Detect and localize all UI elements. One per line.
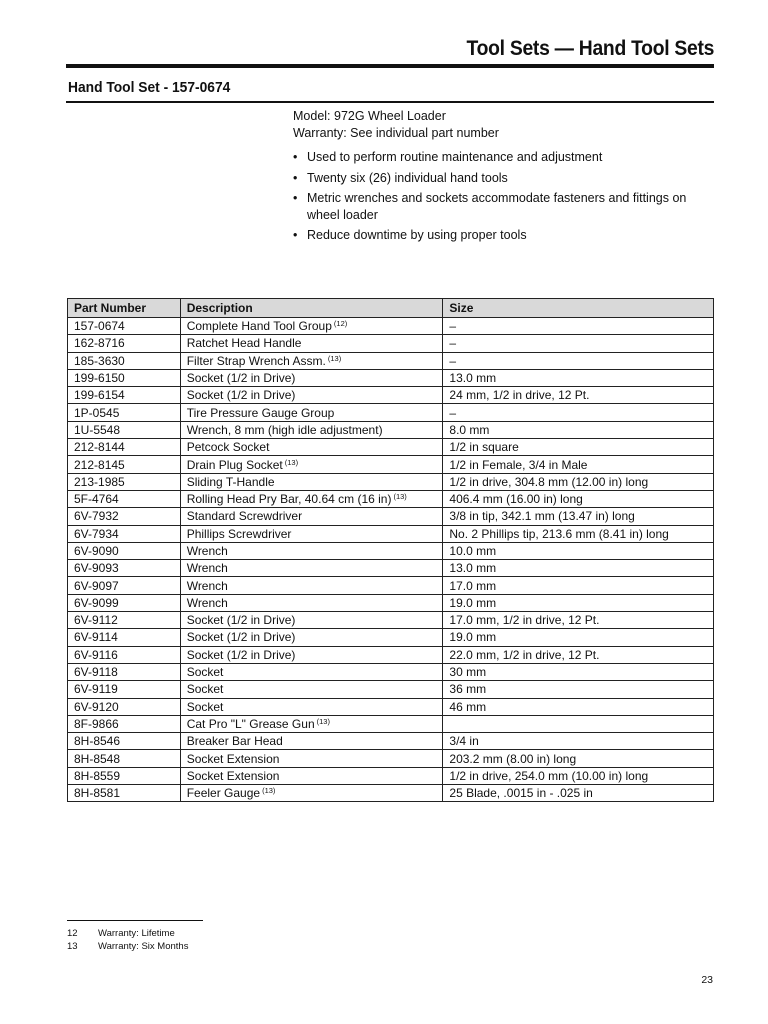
size-cell: 203.2 mm (8.00 in) long (443, 750, 714, 767)
section-title: Hand Tool Set - 157-0674 (68, 79, 231, 96)
description-cell (180, 681, 443, 698)
description-cell (180, 767, 443, 784)
size-cell: 17.0 mm (443, 577, 714, 594)
description-text: Socket (186, 682, 224, 697)
description-cell (180, 560, 443, 577)
size-cell: 1/2 in Female, 3/4 in Male (443, 456, 714, 473)
footnote-item (67, 940, 188, 953)
feature-text: Used to perform routine maintenance and adjustment (307, 150, 603, 164)
title-rule (66, 64, 714, 68)
part-number-cell: 6V-9097 (68, 577, 181, 594)
model-line: Model: 972G Wheel Loader (293, 109, 446, 123)
bullet-dot-icon: • (293, 150, 298, 164)
description-text: Rolling Head Pry Bar, 40.64 cm (16 in) (186, 492, 392, 507)
footnote-marker: (13) (393, 492, 407, 502)
description-text: Wrench (186, 561, 228, 576)
table-row (68, 715, 714, 732)
part-number-cell: 8H-8559 (68, 767, 181, 784)
header-part-number: Part Number (68, 299, 181, 318)
feature-bullet (293, 149, 713, 166)
table-row (68, 335, 714, 352)
description-cell (180, 404, 443, 421)
table-row (68, 681, 714, 698)
description-text: Tire Pressure Gauge Group (186, 405, 335, 420)
table-row (68, 352, 714, 369)
part-number-cell: 8F-9866 (68, 715, 181, 732)
footnote-marker: (13) (284, 457, 299, 467)
description-text: Breaker Bar Head (186, 734, 283, 749)
footnotes (67, 927, 188, 953)
description-cell (180, 663, 443, 680)
size-cell: 30 mm (443, 663, 714, 680)
size-cell: 46 mm (443, 698, 714, 715)
section-rule (66, 101, 714, 103)
part-number-cell: 212-8144 (68, 439, 181, 456)
part-number-cell: 6V-7932 (68, 508, 181, 525)
description-cell (180, 508, 443, 525)
footnote-marker: (13) (327, 353, 342, 363)
description-cell (180, 335, 443, 352)
description-cell (180, 456, 443, 473)
table-row (68, 750, 714, 767)
table-row (68, 369, 714, 386)
table-row (68, 629, 714, 646)
footnote-text: Warranty: Six Months (98, 941, 189, 952)
description-cell (180, 387, 443, 404)
bullet-dot-icon: • (293, 228, 298, 242)
feature-text: Reduce downtime by using proper tools (307, 228, 527, 242)
table-row (68, 387, 714, 404)
description-text: Wrench (186, 578, 228, 593)
warranty-line: Warranty: See individual part number (293, 126, 499, 140)
part-number-cell: 6V-9112 (68, 612, 181, 629)
size-cell: 1/2 in drive, 254.0 mm (10.00 in) long (443, 767, 714, 784)
description-text: Socket (1/2 in Drive) (186, 371, 296, 386)
table-row (68, 733, 714, 750)
size-cell: 13.0 mm (443, 560, 714, 577)
table-row (68, 785, 714, 802)
table-row (68, 594, 714, 611)
description-text: Socket (1/2 in Drive) (186, 630, 296, 645)
part-number-cell: 213-1985 (68, 473, 181, 490)
part-number-cell: 212-8145 (68, 456, 181, 473)
feature-list (293, 149, 713, 244)
description-text: Socket (186, 665, 224, 680)
header-size: Size (443, 299, 714, 318)
description-cell (180, 594, 443, 611)
page-number: 23 (701, 974, 713, 986)
part-number-cell: 6V-9093 (68, 560, 181, 577)
size-cell: – (443, 352, 714, 369)
footnote-number: 12 (67, 928, 78, 939)
part-number-cell: 6V-9120 (68, 698, 181, 715)
footnote-marker: (13) (316, 716, 330, 726)
parts-table-body (68, 318, 714, 802)
table-row (68, 439, 714, 456)
description-text: Feeler Gauge (186, 786, 261, 801)
table-row (68, 508, 714, 525)
table-row (68, 560, 714, 577)
size-cell: 13.0 mm (443, 369, 714, 386)
table-row (68, 490, 714, 507)
description-cell (180, 318, 443, 335)
part-number-cell: 5F-4764 (68, 490, 181, 507)
feature-bullet (293, 190, 713, 223)
description-cell (180, 646, 443, 663)
table-row (68, 318, 714, 335)
size-cell: – (443, 335, 714, 352)
part-number-cell: 199-6150 (68, 369, 181, 386)
description-text: Phillips Screwdriver (186, 526, 292, 541)
description-text: Standard Screwdriver (186, 509, 303, 524)
size-cell: 1/2 in drive, 304.8 mm (12.00 in) long (443, 473, 714, 490)
bullet-dot-icon: • (293, 170, 298, 185)
description-cell (180, 629, 443, 646)
size-cell: 19.0 mm (443, 594, 714, 611)
size-cell: 3/8 in tip, 342.1 mm (13.47 in) long (443, 508, 714, 525)
footnote-number: 13 (67, 941, 78, 952)
table-row (68, 767, 714, 784)
footnote-text: Warranty: Lifetime (98, 928, 175, 939)
description-text: Cat Pro "L" Grease Gun (186, 716, 315, 731)
part-number-cell: 157-0674 (68, 318, 181, 335)
table-row (68, 525, 714, 542)
description-text: Wrench (186, 595, 228, 610)
table-row (68, 473, 714, 490)
header-description: Description (180, 299, 443, 318)
description-cell (180, 439, 443, 456)
feature-bullet (293, 227, 713, 244)
page-title: Tool Sets — Hand Tool Sets (466, 37, 714, 60)
size-cell: 22.0 mm, 1/2 in drive, 12 Pt. (443, 646, 714, 663)
description-text: Socket (186, 699, 224, 714)
description-text: Sliding T-Handle (186, 474, 275, 489)
part-number-cell: 199-6154 (68, 387, 181, 404)
description-cell (180, 369, 443, 386)
part-number-cell: 6V-9090 (68, 542, 181, 559)
size-cell: 8.0 mm (443, 421, 714, 438)
part-number-cell: 6V-9099 (68, 594, 181, 611)
footnote-marker: (13) (262, 786, 276, 796)
size-cell: 10.0 mm (443, 542, 714, 559)
feature-text: Twenty six (26) individual hand tools (307, 170, 508, 185)
part-number-cell: 1U-5548 (68, 421, 181, 438)
feature-bullet (293, 170, 713, 187)
part-number-cell: 6V-9119 (68, 681, 181, 698)
part-number-cell: 8H-8581 (68, 785, 181, 802)
description-text: Socket (1/2 in Drive) (186, 647, 296, 662)
description-text: Complete Hand Tool Group (186, 319, 332, 334)
description-text: Socket Extension (186, 768, 280, 783)
part-number-cell: 6V-9116 (68, 646, 181, 663)
parts-table (67, 298, 714, 802)
table-row (68, 456, 714, 473)
size-cell: 17.0 mm, 1/2 in drive, 12 Pt. (443, 612, 714, 629)
part-number-cell: 6V-9114 (68, 629, 181, 646)
description-text: Wrench (186, 544, 228, 558)
description-text: Socket Extension (186, 751, 280, 766)
size-cell: 19.0 mm (443, 629, 714, 646)
table-row (68, 404, 714, 421)
size-cell: 406.4 mm (16.00 in) long (443, 490, 714, 507)
description-cell (180, 490, 443, 507)
table-row (68, 646, 714, 663)
description-cell (180, 612, 443, 629)
description-cell (180, 698, 443, 715)
description-cell (180, 525, 443, 542)
part-number-cell: 1P-0545 (68, 404, 181, 421)
description-text: Wrench, 8 mm (high idle adjustment) (186, 422, 383, 437)
description-text: Petcock Socket (186, 440, 270, 455)
description-text: Socket (1/2 in Drive) (186, 613, 296, 628)
product-info (293, 108, 713, 248)
part-number-cell: 185-3630 (68, 352, 181, 369)
part-number-cell: 162-8716 (68, 335, 181, 352)
size-cell: 1/2 in square (443, 439, 714, 456)
size-cell: 25 Blade, .0015 in - .025 in (443, 785, 714, 802)
description-cell (180, 542, 443, 559)
part-number-cell: 8H-8548 (68, 750, 181, 767)
size-cell: – (443, 318, 714, 335)
footnote-rule (67, 920, 203, 921)
description-cell (180, 715, 443, 732)
description-text: Drain Plug Socket (186, 457, 283, 472)
bullet-dot-icon: • (293, 191, 298, 205)
table-row (68, 612, 714, 629)
description-text: Ratchet Head Handle (186, 336, 302, 351)
table-row (68, 698, 714, 715)
part-number-cell: 6V-7934 (68, 525, 181, 542)
table-row (68, 421, 714, 438)
description-text: Filter Strap Wrench Assm. (186, 353, 326, 368)
size-cell: 24 mm, 1/2 in drive, 12 Pt. (443, 387, 714, 404)
description-cell (180, 421, 443, 438)
description-cell (180, 352, 443, 369)
size-cell: – (443, 404, 714, 421)
footnote-item (67, 927, 188, 940)
table-row (68, 577, 714, 594)
table-header-row (68, 299, 714, 318)
description-cell (180, 473, 443, 490)
size-cell (443, 715, 714, 732)
description-cell (180, 733, 443, 750)
size-cell: No. 2 Phillips tip, 213.6 mm (8.41 in) long (443, 525, 714, 542)
description-cell (180, 750, 443, 767)
description-cell (180, 577, 443, 594)
table-row (68, 542, 714, 559)
size-cell: 36 mm (443, 681, 714, 698)
footnote-marker: (12) (333, 319, 348, 329)
feature-text: Metric wrenches and sockets accommodate fasteners and fittings on wheel loader (307, 191, 687, 222)
table-row (68, 663, 714, 680)
size-cell: 3/4 in (443, 733, 714, 750)
part-number-cell: 6V-9118 (68, 663, 181, 680)
part-number-cell: 8H-8546 (68, 733, 181, 750)
description-cell (180, 785, 443, 802)
description-text: Socket (1/2 in Drive) (186, 388, 296, 403)
